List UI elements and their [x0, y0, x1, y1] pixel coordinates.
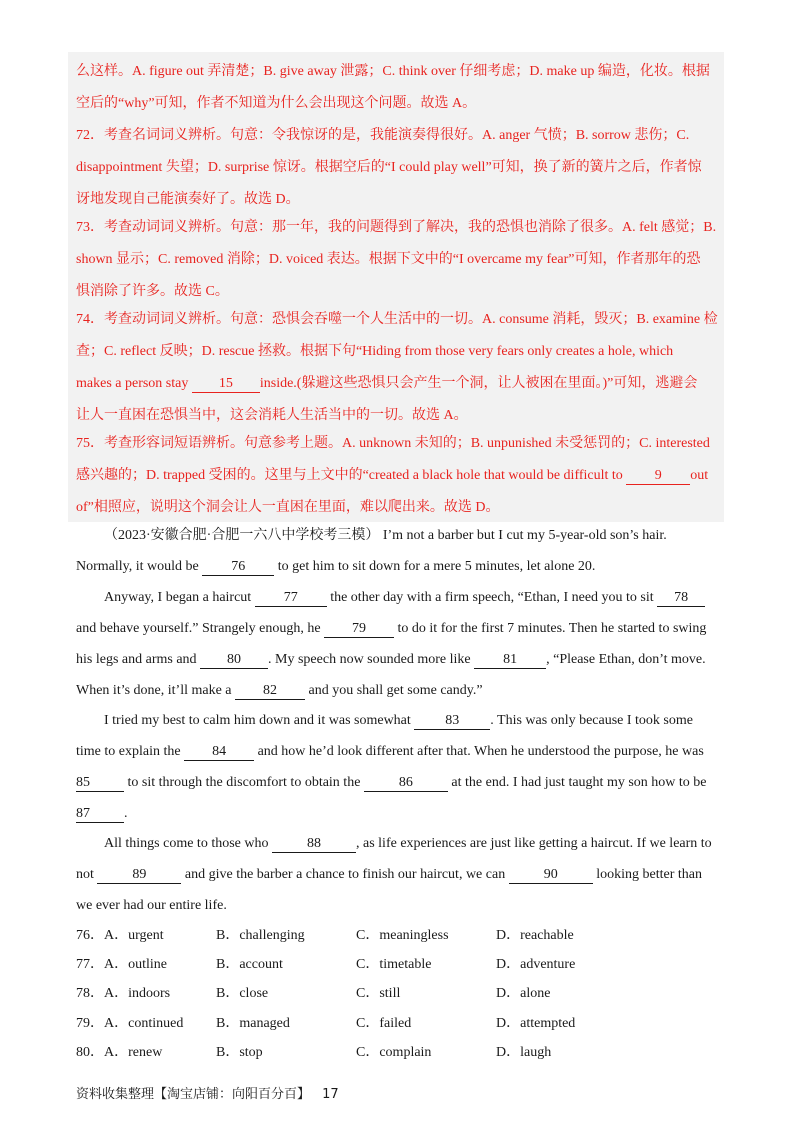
- blank-88[interactable]: 88: [272, 836, 356, 853]
- answer-line: 惧消除了许多。故选 C。: [76, 284, 229, 299]
- option-b[interactable]: B．close: [216, 986, 269, 1001]
- passage-line: [104, 526, 726, 546]
- passage-text: looking better than: [596, 867, 702, 882]
- passage-text: to get him to sit down for a mere 5 minutes, let alone 20.: [277, 559, 596, 574]
- answer-line: 空后的“why”可知，作者不知道为什么会出现这个问题。故选 A。: [76, 96, 477, 111]
- passage-text: and give the barber a chance to finish our haircut, we can: [184, 867, 506, 882]
- passage-text: , “Please Ethan, don’t move.: [546, 652, 706, 667]
- option-c[interactable]: C．failed: [356, 1016, 412, 1031]
- passage-text: his legs and arms and: [76, 652, 197, 667]
- option-d[interactable]: D．laugh: [496, 1045, 552, 1060]
- option-a[interactable]: A．indoors: [104, 986, 171, 1001]
- blank-90[interactable]: 90: [509, 867, 593, 884]
- answer-text: out: [690, 468, 709, 483]
- option-c[interactable]: C．complain: [356, 1045, 432, 1060]
- passage-text: Anyway, I began a haircut: [104, 590, 252, 605]
- question-number: 77．: [76, 957, 104, 972]
- blank-78[interactable]: 78: [657, 590, 705, 607]
- answer-line: 74．考查动词词义辨析。句意：恐惧会吞噬一个人生活中的一切。A. consume 消耗，毁灭；B. examine 检: [76, 312, 718, 327]
- answer-line: 么这样。A. figure out 弄清楚；B. give away 泄露；C. think over 仔细考虑；D. make up 编造，化妆。根据: [76, 64, 710, 79]
- passage-line: [76, 865, 726, 885]
- passage-line: [104, 711, 726, 731]
- passage-text: to do it for the first 7 minutes. Then he started to swing: [397, 621, 707, 636]
- passage-text: at the end. I had just taught my son how to be: [451, 775, 707, 790]
- blank-81[interactable]: 81: [474, 652, 546, 669]
- page-number: 17: [322, 1087, 339, 1102]
- option-a[interactable]: A．urgent: [104, 928, 164, 943]
- passage-text: I tried my best to calm him down and it was somewhat: [104, 713, 411, 728]
- blank-85[interactable]: 85: [76, 775, 124, 792]
- passage-text: and how he’d look different after that. When he understood the purpose, he was: [257, 744, 704, 759]
- passage-line: [76, 557, 726, 577]
- blank-9: 9: [626, 468, 690, 485]
- passage-text: not: [76, 867, 94, 882]
- answer-line: 72．考查名词词义辨析。句意：令我惊讶的是，我能演奏得很好。A. anger 气愤；B. sorrow 悲伤；C.: [76, 128, 690, 143]
- question-number: 78．: [76, 986, 104, 1001]
- passage-text: I’m not a barber but I cut my 5-year-old son’s hair.: [382, 528, 667, 543]
- answer-text: 感兴趣的；D. trapped 受困的。这里与上文中的“created a black hole that would be difficult to: [76, 468, 623, 483]
- passage-text: Normally, it would be: [76, 559, 199, 574]
- question-number: 76．: [76, 928, 104, 943]
- passage-line: [104, 588, 726, 608]
- blank-76[interactable]: 76: [202, 559, 274, 576]
- blank-80[interactable]: 80: [200, 652, 268, 669]
- passage-text: and behave yourself.” Strangely enough, he: [76, 621, 321, 636]
- passage-text: . My speech now sounded more like: [268, 652, 471, 667]
- question-number: 79．: [76, 1016, 104, 1031]
- blank-82[interactable]: 82: [235, 683, 305, 700]
- option-d[interactable]: D．attempted: [496, 1016, 576, 1031]
- answer-line: 75．考查形容词短语辨析。句意参考上题。A. unknown 未知的；B. unpunished 未受惩罚的；C. interested: [76, 436, 710, 451]
- option-b[interactable]: B．managed: [216, 1016, 290, 1031]
- question-source: （2023·安徽合肥·合肥一六八中学校考三模）: [104, 528, 380, 543]
- passage-line: [76, 681, 726, 701]
- passage-text: the other day with a firm speech, “Ethan, I need you to sit: [330, 590, 654, 605]
- question-number: 80．: [76, 1045, 104, 1060]
- passage-text: When it’s done, it’ll make a: [76, 683, 232, 698]
- answer-line: shown 显示；C. removed 消除；D. voiced 表达。根据下文中的“I overcame my fear”可知，作者那年的恐: [76, 252, 701, 267]
- option-b[interactable]: B．challenging: [216, 928, 305, 943]
- option-d[interactable]: D．adventure: [496, 957, 576, 972]
- blank-89[interactable]: 89: [97, 867, 181, 884]
- passage-text: . This was only because I took some: [490, 713, 693, 728]
- passage-line: [76, 742, 726, 762]
- passage-line: [104, 834, 726, 854]
- page-footer: [76, 1086, 339, 1104]
- option-d[interactable]: D．alone: [496, 986, 551, 1001]
- passage-text: and you shall get some candy.”: [308, 683, 483, 698]
- blank-84[interactable]: 84: [184, 744, 254, 761]
- option-b[interactable]: B．account: [216, 957, 283, 972]
- option-c[interactable]: C．still: [356, 986, 401, 1001]
- answer-line: 讶地发现自己能演奏好了。故选 D。: [76, 192, 300, 207]
- blank-77[interactable]: 77: [255, 590, 327, 607]
- blank-86[interactable]: 86: [364, 775, 448, 792]
- passage-text: to sit through the discomfort to obtain the: [127, 775, 361, 790]
- passage-line: [76, 773, 726, 793]
- passage-line: [76, 619, 726, 639]
- passage-text: , as life experiences are just like getting a haircut. If we learn to: [356, 836, 712, 851]
- answer-line: of”相照应，说明这个洞会让人一直困在里面，难以爬出来。故选 D。: [76, 500, 500, 515]
- passage-text: time to explain the: [76, 744, 181, 759]
- passage-line: [76, 650, 726, 670]
- answer-line: 查；C. reflect 反映；D. rescue 拯救。根据下句“Hiding from those very fears only creates a hole, which: [76, 344, 674, 359]
- answer-text: makes a person stay: [76, 376, 189, 391]
- blank-87[interactable]: 87: [76, 806, 124, 823]
- answer-line: 73．考查动词词义辨析。句意：那一年，我的问题得到了解决，我的恐惧也消除了很多。A. felt 感觉；B.: [76, 220, 717, 235]
- answer-text: inside.(躲避这些恐惧只会产生一个洞，让人被困在里面。)”可知，逃避会: [259, 376, 698, 391]
- passage-line: we ever had our entire life.: [76, 898, 227, 913]
- answer-line: [76, 374, 724, 394]
- blank-79[interactable]: 79: [324, 621, 394, 638]
- option-d[interactable]: D．reachable: [496, 928, 574, 943]
- answer-line: disappointment 失望；D. surprise 惊讶。根据空后的“I could play well”可知，换了新的簧片之后，作者惊: [76, 160, 702, 175]
- answer-line: 让人一直困在恐惧当中，这会消耗人生活当中的一切。故选 A。: [76, 408, 468, 423]
- option-a[interactable]: A．continued: [104, 1016, 184, 1031]
- option-c[interactable]: C．timetable: [356, 957, 432, 972]
- option-c[interactable]: C．meaningless: [356, 928, 449, 943]
- option-a[interactable]: A．outline: [104, 957, 167, 972]
- passage-line: [76, 804, 726, 824]
- footer-text: 资料收集整理【淘宝店铺：向阳百分百】: [76, 1087, 311, 1102]
- answer-line: [76, 466, 724, 486]
- option-a[interactable]: A．renew: [104, 1045, 163, 1060]
- passage-text: All things come to those who: [104, 836, 269, 851]
- option-b[interactable]: B．stop: [216, 1045, 263, 1060]
- passage-text: .: [124, 806, 128, 821]
- blank-83[interactable]: 83: [414, 713, 490, 730]
- blank-15: 15: [192, 376, 260, 393]
